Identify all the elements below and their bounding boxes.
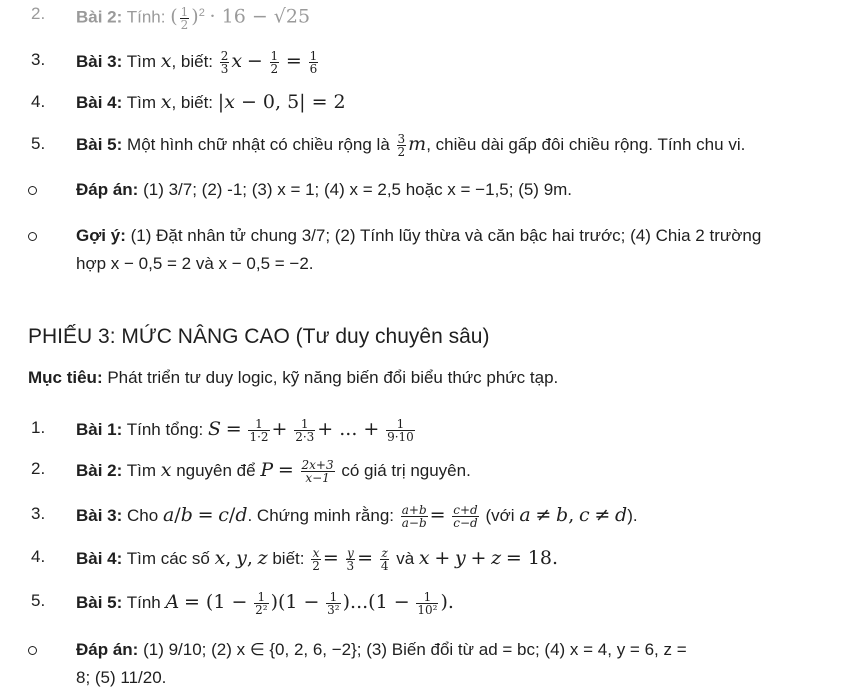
- hint-body: (1) Đặt nhân tử chung 3/7; (2) Tính lũy thừa và căn bậc hai trước; (4) Chia 2 trường: [130, 226, 762, 245]
- hint-text: [76, 221, 822, 251]
- item-body: Cho: [127, 506, 159, 525]
- item-body: . Chứng minh rằng:: [247, 506, 394, 525]
- item-number: 5.: [31, 134, 46, 153]
- goal: [28, 368, 558, 388]
- item-body: Tìm: [126, 461, 156, 480]
- item-label: Bài 3:: [76, 52, 123, 71]
- item-number: 4.: [31, 547, 46, 566]
- item-label: Bài 2:: [76, 461, 123, 480]
- item-number: 3.: [31, 50, 46, 69]
- item-label: Bài 4:: [76, 93, 123, 112]
- item-text: Bài 5: Tính A = (1 − $\frac{1}{\text{2²}}$ )(1 − $\frac{1}{\text{3²}}$ )...(1 − $\frac{1}{\text{10²}}$ ).: [76, 590, 454, 618]
- hint-label: Gợi ý:: [76, 226, 126, 245]
- item-body: biết:: [272, 549, 305, 568]
- item-body: Tìm: [126, 93, 156, 112]
- bullet-icon: [28, 186, 37, 195]
- item-text: Bài 3: Tìm x, biết: $\frac{2}{3}$ x − $\frac{1}{2}$ = $\frac{1}{6}$: [76, 49, 318, 77]
- item-body: (với: [485, 506, 515, 525]
- answer-body: (1) 9/10; (2) x ∈ {0, 2, 6, −2}; (3) Biến đổi từ ad = bc; (4) x = 4, y = 6, z =: [143, 640, 687, 659]
- item-body: Tính tổng:: [126, 420, 204, 439]
- item-label: Bài 1:: [76, 420, 123, 439]
- item-body: có giá trị nguyên.: [341, 461, 471, 480]
- section-title: PHIẾU 3: MỨC NÂNG CAO (Tư duy chuyên sâu): [28, 325, 490, 348]
- answer-body: (1) 3/7; (2) -1; (3) x = 1; (4) x = 2,5 hoặc x = −1,5; (5) 9m.: [143, 180, 573, 199]
- item-text: Bài 4: Tìm các số x, y, z biết: $\frac{x}{2}$ = $\frac{y}{3}$ = $\frac{z}{4}$ và x + y + z = 18.: [76, 546, 559, 574]
- item-text: Bài 3: Cho a/b = c/d. Chứng minh rằng: $\frac{a+b}{a-b}$ = $\frac{c+d}{c-d}$ (với a ≠ b, c ≠ d).: [76, 503, 638, 531]
- hint-text-line2: hợp x − 0,5 = 2 và x − 0,5 = −2.: [76, 254, 314, 273]
- bullet-icon: [28, 646, 37, 655]
- item-body: , biết:: [171, 93, 214, 112]
- item-label: Bài 2:: [76, 7, 123, 27]
- item-body: Tính:: [126, 7, 166, 27]
- item-number: 5.: [31, 591, 46, 610]
- bullet-icon: [28, 232, 37, 241]
- item-body: Tìm: [126, 52, 156, 71]
- item-text: Bài 2: Tính: ( $\frac{1}{2}$ )$^2$ · 16 − √25: [76, 4, 311, 32]
- item-label: Bài 5:: [76, 135, 123, 154]
- item-body: và: [396, 549, 415, 568]
- item-text: Bài 5: Một hình chữ nhật có chiều rộng là $\frac{3}{2}$ m, chiều dài gấp đôi chiều rộng. Tính chu vi.: [76, 132, 746, 160]
- item-number: 3.: [31, 504, 46, 523]
- item-text: Bài 4: Tìm x, biết: |x − 0, 5| = 2: [76, 91, 346, 113]
- item-label: Bài 3:: [76, 506, 123, 525]
- item-number: 2.: [31, 4, 46, 23]
- item-text: Bài 2: Tìm x nguyên để P = $\frac{2x+3}{x-1}$ có giá trị nguyên.: [76, 458, 471, 486]
- item-text: Bài 1: Tính tổng: S = $\frac{1}{1\cdot 2}$ + $\frac{1}{2\cdot 3}$ + ... + $\frac{1}{9\cdot 10}$: [76, 417, 414, 445]
- item-body: Tìm các số: [126, 549, 210, 568]
- answer-label: Đáp án:: [76, 640, 139, 659]
- answer-text: [76, 635, 822, 665]
- item-body: , chiều dài gấp đôi chiều rộng. Tính chu vi.: [426, 135, 746, 154]
- item-number: 1.: [31, 418, 46, 437]
- item-body: Tính: [126, 593, 161, 612]
- answer-text-line2: 8; (5) 11/20.: [76, 668, 167, 687]
- item-body: Một hình chữ nhật có chiều rộng là: [127, 135, 390, 154]
- goal-text: Phát triển tư duy logic, kỹ năng biến đổi biểu thức phức tạp.: [107, 368, 559, 387]
- item-number: 4.: [31, 92, 46, 111]
- answer-label: Đáp án:: [76, 180, 139, 199]
- item-label: Bài 5:: [76, 593, 123, 612]
- goal-label: Mục tiêu:: [28, 368, 103, 387]
- item-label: Bài 4:: [76, 549, 123, 568]
- item-body: , biết:: [171, 52, 214, 71]
- item-number: 2.: [31, 459, 46, 478]
- item-body: nguyên để: [176, 461, 256, 480]
- answer-text: [76, 175, 822, 205]
